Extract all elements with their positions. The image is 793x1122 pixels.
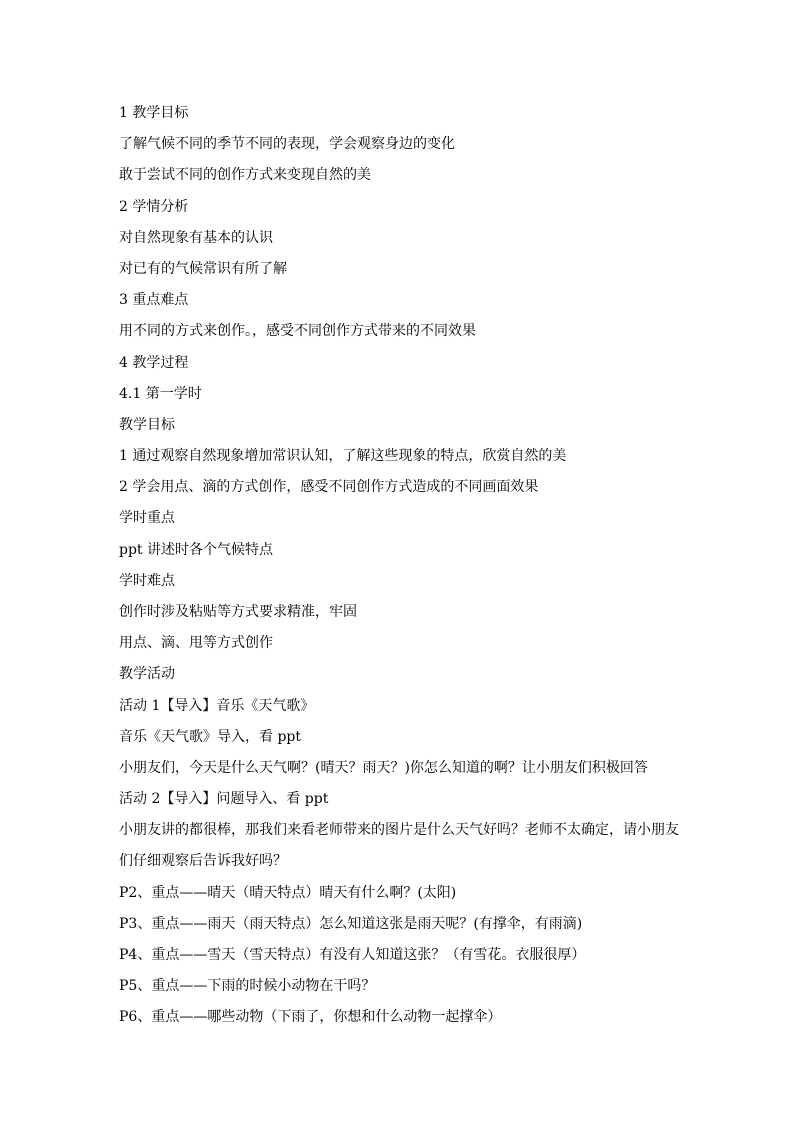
section-heading-teaching-process: 4 教学过程 — [119, 354, 189, 371]
list-item: P4、重点——雪天（雪天特点）有没有人知道这张？（有雪花。衣服很厚） — [119, 947, 586, 964]
paragraph: 对自然现象有基本的认识 — [119, 229, 273, 246]
paragraph: 小朋友讲的都很棒，那我们来看老师带来的图片是什么天气好吗？老师不太确定，请小朋友们仔细观察后告诉我好吗？ — [119, 821, 679, 869]
subheading-teaching-goals: 教学目标 — [119, 416, 175, 433]
activity-heading: 活动 2【导入】问题导入、看 ppt — [119, 791, 329, 808]
list-item: P6、重点——哪些动物（下雨了，你想和什么动物一起撑伞） — [119, 1009, 502, 1026]
section-heading-key-difficulties: 3 重点难点 — [119, 292, 189, 309]
paragraph: 小朋友们，今天是什么天气啊？(晴天？雨天？)你怎么知道的啊？让小朋友们积极回答 — [119, 759, 648, 776]
list-item: P5、重点——下雨的时候小动物在干吗？ — [119, 978, 376, 995]
list-item: P3、重点——雨天（雨天特点）怎么知道这张是雨天呢？(有撑伞，有雨滴) — [119, 915, 583, 932]
paragraph: 敢于尝试不同的创作方式来变现自然的美 — [119, 167, 371, 184]
paragraph: 创作时涉及粘贴等方式要求精准，牢固 — [119, 604, 357, 620]
activity-heading: 活动 1【导入】音乐《天气歌》 — [119, 697, 315, 714]
subheading-period-focus: 学时重点 — [119, 510, 175, 527]
document-body — [119, 101, 679, 1037]
subheading-teaching-activities: 教学活动 — [119, 666, 175, 683]
paragraph: 对已有的气候常识有所了解 — [119, 260, 287, 277]
list-item: P2、重点——晴天（晴天特点）晴天有什么啊？(太阳) — [119, 884, 457, 901]
subsection-heading-first-period: 4.1 第一学时 — [119, 385, 202, 402]
section-heading-teaching-goals: 1 教学目标 — [119, 105, 189, 121]
paragraph: ppt 讲述时各个气候特点 — [119, 541, 273, 558]
paragraph: 用不同的方式来创作。，感受不同创作方式带来的不同效果 — [119, 323, 476, 340]
paragraph: 用点、滴、甩等方式创作 — [119, 635, 273, 652]
paragraph: 了解气候不同的季节不同的表现，学会观察身边的变化 — [119, 136, 455, 153]
subheading-period-difficulty: 学时难点 — [119, 572, 175, 589]
paragraph: 1 通过观察自然现象增加常识认知，了解这些现象的特点，欣赏自然的美 — [119, 448, 567, 465]
paragraph: 音乐《天气歌》导入，看 ppt — [119, 728, 301, 745]
section-heading-learning-analysis: 2 学情分析 — [119, 198, 189, 215]
paragraph: 2 学会用点、滴的方式创作，感受不同创作方式造成的不同画面效果 — [119, 479, 539, 496]
